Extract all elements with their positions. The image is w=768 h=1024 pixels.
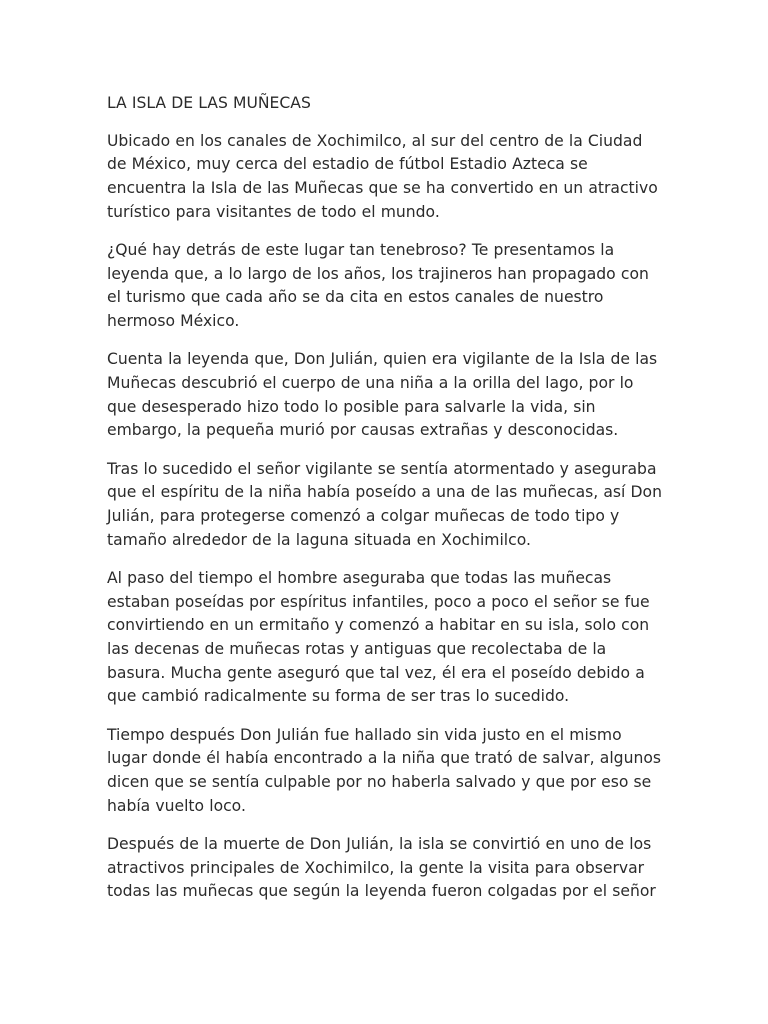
paragraph bbox=[107, 130, 667, 225]
paragraph-line: Ubicado en los canales de Xochimilco, al sur del centro de la Ciudad bbox=[107, 131, 643, 150]
paragraph-line: tamaño alrededor de la laguna situada en Xochimilco. bbox=[107, 530, 531, 549]
paragraph-line: Cuenta la leyenda que, Don Julián, quien era vigilante de la Isla de las bbox=[107, 350, 658, 369]
paragraph bbox=[107, 458, 667, 553]
paragraph-line: leyenda que, a lo largo de los años, los trajineros han propagado con bbox=[107, 264, 649, 283]
paragraph-line: el turismo que cada año se da cita en estos canales de nuestro bbox=[107, 288, 604, 307]
paragraph-line: que cambió radicalmente su forma de ser tras lo sucedido. bbox=[107, 687, 570, 706]
paragraph-line: que desesperado hizo todo lo posible para salvarle la vida, sin bbox=[107, 397, 596, 416]
paragraph-line: Tiempo después Don Julián fue hallado sin vida justo en el mismo bbox=[107, 725, 622, 744]
paragraph-list bbox=[107, 130, 667, 904]
paragraph-line: todas las muñecas que según la leyenda fueron colgadas por el señor bbox=[107, 882, 656, 901]
paragraph bbox=[107, 348, 667, 443]
paragraph-line: encuentra la Isla de las Muñecas que se ha convertido en un atractivo bbox=[107, 179, 658, 198]
paragraph-line: Muñecas descubrió el cuerpo de una niña a la orilla del lago, por lo bbox=[107, 374, 634, 393]
paragraph bbox=[107, 239, 667, 334]
paragraph-line: hermoso México. bbox=[107, 312, 240, 331]
paragraph bbox=[107, 567, 667, 709]
paragraph-line: Julián, para protegerse comenzó a colgar muñecas de todo tipo y bbox=[107, 507, 620, 526]
paragraph-line: lugar donde él había encontrado a la niña que trató de salvar, algunos bbox=[107, 749, 662, 768]
paragraph-line: Después de la muerte de Don Julián, la isla se convirtió en uno de los bbox=[107, 834, 652, 853]
paragraph-line: atractivos principales de Xochimilco, la gente la visita para observar bbox=[107, 858, 645, 877]
paragraph-line: estaban poseídas por espíritus infantiles, poco a poco el señor se fue bbox=[107, 592, 650, 611]
paragraph-line: que el espíritu de la niña había poseído a una de las muñecas, así Don bbox=[107, 483, 662, 502]
document-body bbox=[107, 92, 667, 919]
paragraph-line: había vuelto loco. bbox=[107, 796, 246, 815]
paragraph-line: basura. Mucha gente aseguró que tal vez, él era el poseído debido a bbox=[107, 663, 645, 682]
paragraph-line: convirtiendo en un ermitaño y comenzó a habitar en su isla, solo con bbox=[107, 616, 650, 635]
paragraph bbox=[107, 833, 667, 904]
paragraph-line: las decenas de muñecas rotas y antiguas que recolectaba de la bbox=[107, 640, 607, 659]
paragraph bbox=[107, 724, 667, 819]
paragraph-line: turístico para visitantes de todo el mundo. bbox=[107, 202, 440, 221]
paragraph-line: dicen que se sentía culpable por no haberla salvado y que por eso se bbox=[107, 773, 652, 792]
paragraph-line: de México, muy cerca del estadio de fútbol Estadio Azteca se bbox=[107, 155, 588, 174]
paragraph-line: ¿Qué hay detrás de este lugar tan tenebroso? Te presentamos la bbox=[107, 241, 615, 260]
document-title: LA ISLA DE LAS MUÑECAS bbox=[107, 94, 311, 112]
paragraph-line: Al paso del tiempo el hombre aseguraba que todas las muñecas bbox=[107, 568, 612, 587]
paragraph-line: Tras lo sucedido el señor vigilante se sentía atormentado y aseguraba bbox=[107, 459, 657, 478]
paragraph-line: embargo, la pequeña murió por causas extrañas y desconocidas. bbox=[107, 421, 619, 440]
